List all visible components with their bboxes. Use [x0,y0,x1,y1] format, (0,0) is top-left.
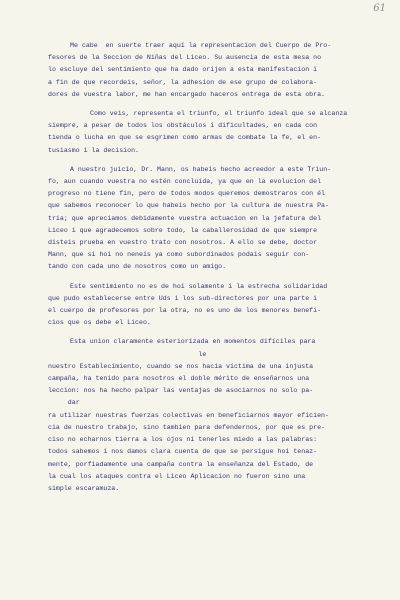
text-line: Como veis, representa el triunfo, el triunfo ideal que se alcanza [90,110,348,118]
text-line: dores de vuestra labor, me han encargado haceros entrega de esta obra. [48,90,325,98]
text-line: progreso no tiene fin, pero de todos modos queremos demostraros con él [48,190,325,198]
document-body [48,40,366,502]
text-line: la cual los ataques contra el Liceo Aplicacion no fueron sino una [48,472,306,480]
paragraph-3 [48,164,366,274]
text-line: Este sentimiento no es de hoi solamente i la estrecha solidaridad [70,282,328,290]
text-line: simple escaramuza. [48,484,120,492]
text-line: mente, porfiadamente una campaña contra la enseñanza del Estado, de [48,460,314,468]
text-line: ra utilizar nuestras fuerzas colectivas en beneficiarnos mayor eficien- [48,411,329,419]
text-line: le [48,350,207,358]
paragraph-2 [48,108,366,157]
text-line: Liceo i que agradecemos sobre todo, la caballerosidad de que siempre [48,226,318,234]
text-line: tienda o lucha en que se esgrimen como armas de combate la fe, el en- [48,134,322,142]
text-line: campaña, ha tenido para nosotros el doble mérito de enseñarnos una [48,375,310,383]
text-line: cia de nuestro trabajo, sino tambien para defendernos, por que es pre- [48,423,325,431]
paragraph-1 [48,40,366,101]
text-line: siempre, a pesar de todos los obstáculos i dificultades, en cada con [48,122,318,130]
text-line: que pudo establecerse entre Uds i los sub-directores por una parte i [48,294,318,302]
text-line: tusiasmo i la decision. [48,146,140,154]
text-line: dar [48,399,80,407]
text-line: cios que os debe el Liceo. [48,319,151,327]
text-line: Mann, que si hoi no neneis ya como subordinados podais seguir con- [48,251,310,259]
text-line: A nuestro juicio, Dr. Mann, os habeis hecho acreedor a este Triun- [70,165,332,173]
text-line: leccion: nos ha hecho palpar las ventajas de asociarnos no solo pa- [48,387,314,395]
text-line: lo escluye del sentimiento que ha dado orijen a esta manifestacion i [48,66,318,74]
text-line: todos sabemos i nos damos clara cuenta de que se persigue hoi tenaz- [48,448,318,456]
text-line: el cuerpo de profesores por la otra, no es uno de los menores benefi- [48,307,322,315]
paragraph-4 [48,281,366,330]
text-line: tando con cada uno de nosotros como un amigo. [48,263,227,271]
text-line: fo, aun cuando vuestra no estén concluida, ya que en la evolucion del [48,178,322,186]
text-line: ciso no echarnos tierra a los ojos ni tenerles miedo a las palabras: [48,436,318,444]
text-line: Esta union claramente esteriorizada en momentos difíciles para [70,338,316,346]
paragraph-5 [48,336,366,495]
text-line: Me cabe en suerte traer aquí la representacion del Cuerpo de Pro- [70,42,332,49]
text-line: que sabemos reconocer lo que habeis hecho por la cultura de nuestra Pa- [48,202,329,210]
text-line: fesores de la Seccion de Niñas del Liceo. Su ausencia de esta mesa no [48,54,322,62]
text-line: a fin de que recordeis, señor, la adhesion de ese grupo de colabora- [48,78,318,86]
text-line: tria; que apreciamos debidamente vuestra actuacion en la jefatura del [48,214,322,222]
text-line: disteis prueba en vuestro trato con nosotros. A ello se debe, doctor [48,239,318,247]
text-line: nuestro Establecimiento, cuando se nos hacia víctima de una injusta [48,362,314,370]
page-number: 61 [373,3,386,14]
